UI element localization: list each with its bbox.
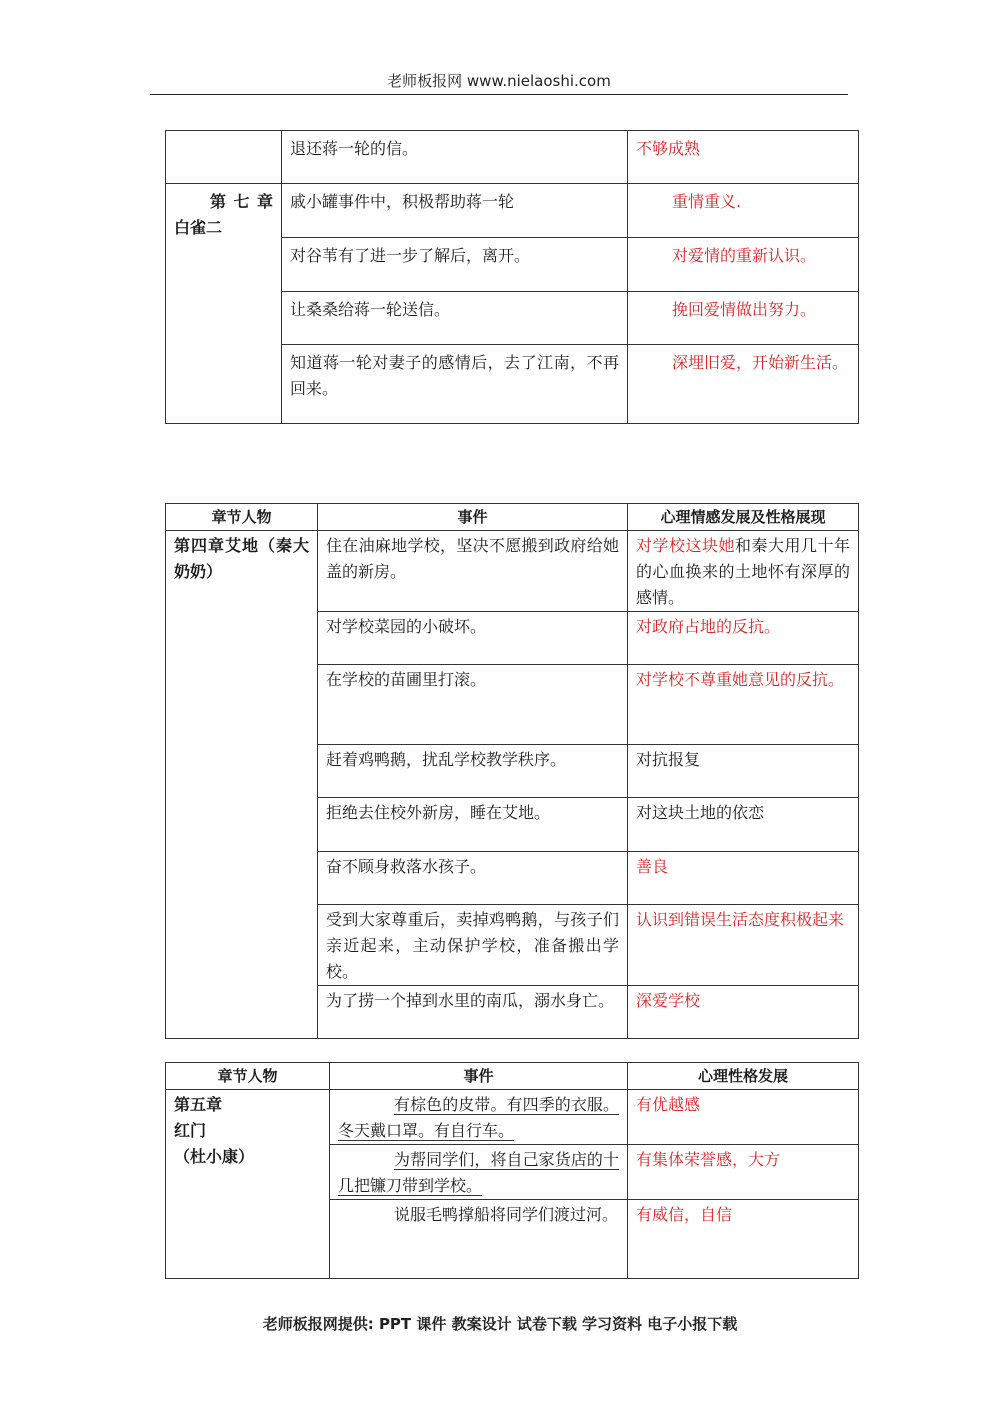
analysis-black-part: 和秦大用几十年的心血换来的土地怀有深厚的感情。 bbox=[636, 536, 850, 607]
event-text: 有棕色的皮带。有四季的衣服。冬天戴口罩。有自行车。 bbox=[338, 1095, 619, 1140]
analysis-cell: 有优越感 bbox=[628, 1090, 859, 1145]
header-event: 事件 bbox=[330, 1063, 628, 1090]
event-cell: 为了捞一个掉到水里的南瓜，溺水身亡。 bbox=[318, 986, 628, 1039]
header-chapter: 章节人物 bbox=[166, 504, 318, 531]
chapter-cell bbox=[166, 184, 282, 424]
event-cell: 退还蒋一轮的信。 bbox=[282, 131, 628, 184]
analysis-cell: 认识到错误生活态度积极起来 bbox=[628, 905, 859, 986]
header-analysis: 心理性格发展 bbox=[628, 1063, 859, 1090]
page-footer: 老师板报网提供: PPT 课件 教案设计 试卷下载 学习资料 电子小报下载 bbox=[262, 1315, 738, 1333]
event-cell: 戚小罐事件中，积极帮助蒋一轮 bbox=[282, 184, 628, 238]
chapter-cell bbox=[166, 1090, 330, 1279]
chapter-title: 红门 bbox=[174, 1121, 207, 1140]
chapter-number: 第五章 bbox=[174, 1095, 223, 1114]
analysis-cell: 对爱情的重新认识。 bbox=[628, 238, 859, 292]
analysis-cell bbox=[628, 531, 859, 612]
event-cell: 知道蒋一轮对妻子的感情后，去了江南，不再回来。 bbox=[282, 345, 628, 424]
analysis-cell: 对这块土地的依恋 bbox=[628, 798, 859, 852]
chapter5-table bbox=[165, 1062, 859, 1279]
analysis-cell: 重情重义. bbox=[628, 184, 859, 238]
event-cell: 说服毛鸭撑船将同学们渡过河。 bbox=[330, 1200, 628, 1279]
event-cell: 赶着鸡鸭鹅，扰乱学校教学秩序。 bbox=[318, 745, 628, 798]
analysis-cell: 对政府占地的反抗。 bbox=[628, 612, 859, 665]
header-analysis: 心理情感发展及性格展现 bbox=[628, 504, 859, 531]
analysis-red-part: 对学校这块她 bbox=[636, 536, 735, 555]
event-cell bbox=[330, 1145, 628, 1200]
event-cell bbox=[330, 1090, 628, 1145]
analysis-cell: 善良 bbox=[628, 852, 859, 905]
chapter-character: （杜小康） bbox=[174, 1147, 255, 1166]
header-event: 事件 bbox=[318, 504, 628, 531]
analysis-cell: 深埋旧爱，开始新生活。 bbox=[628, 345, 859, 424]
event-cell: 住在油麻地学校，坚决不愿搬到政府给她盖的新房。 bbox=[318, 531, 628, 612]
analysis-cell: 有威信，自信 bbox=[628, 1200, 859, 1279]
analysis-cell: 对学校不尊重她意见的反抗。 bbox=[628, 665, 859, 745]
analysis-cell: 有集体荣誉感，大方 bbox=[628, 1145, 859, 1200]
event-cell: 对谷苇有了进一步了解后，离开。 bbox=[282, 238, 628, 292]
event-cell: 奋不顾身救落水孩子。 bbox=[318, 852, 628, 905]
analysis-cell: 对抗报复 bbox=[628, 745, 859, 798]
analysis-cell: 挽回爱情做出努力。 bbox=[628, 292, 859, 345]
event-cell: 让桑桑给蒋一轮送信。 bbox=[282, 292, 628, 345]
empty-cell bbox=[166, 131, 282, 184]
event-text: 为帮同学们，将自己家货店的十几把镰刀带到学校。 bbox=[338, 1150, 619, 1195]
event-cell: 对学校菜园的小破坏。 bbox=[318, 612, 628, 665]
event-cell: 在学校的苗圃里打滚。 bbox=[318, 665, 628, 745]
page-header: 老师板报网 www.nielaoshi.com bbox=[150, 72, 848, 95]
chapter-cell: 第四章艾地（秦大奶奶） bbox=[166, 531, 318, 1039]
event-cell: 受到大家尊重后，卖掉鸡鸭鹅，与孩子们亲近起来，主动保护学校，准备搬出学校。 bbox=[318, 905, 628, 986]
header-chapter: 章节人物 bbox=[166, 1063, 330, 1090]
chapter-title: 白雀二 bbox=[174, 218, 223, 237]
event-cell: 拒绝去住校外新房，睡在艾地。 bbox=[318, 798, 628, 852]
chapter-number: 第七章 bbox=[210, 192, 273, 211]
chapter7-table bbox=[165, 130, 859, 424]
analysis-cell: 深爱学校 bbox=[628, 986, 859, 1039]
analysis-cell: 不够成熟 bbox=[628, 131, 859, 184]
chapter4-table bbox=[165, 503, 859, 1039]
